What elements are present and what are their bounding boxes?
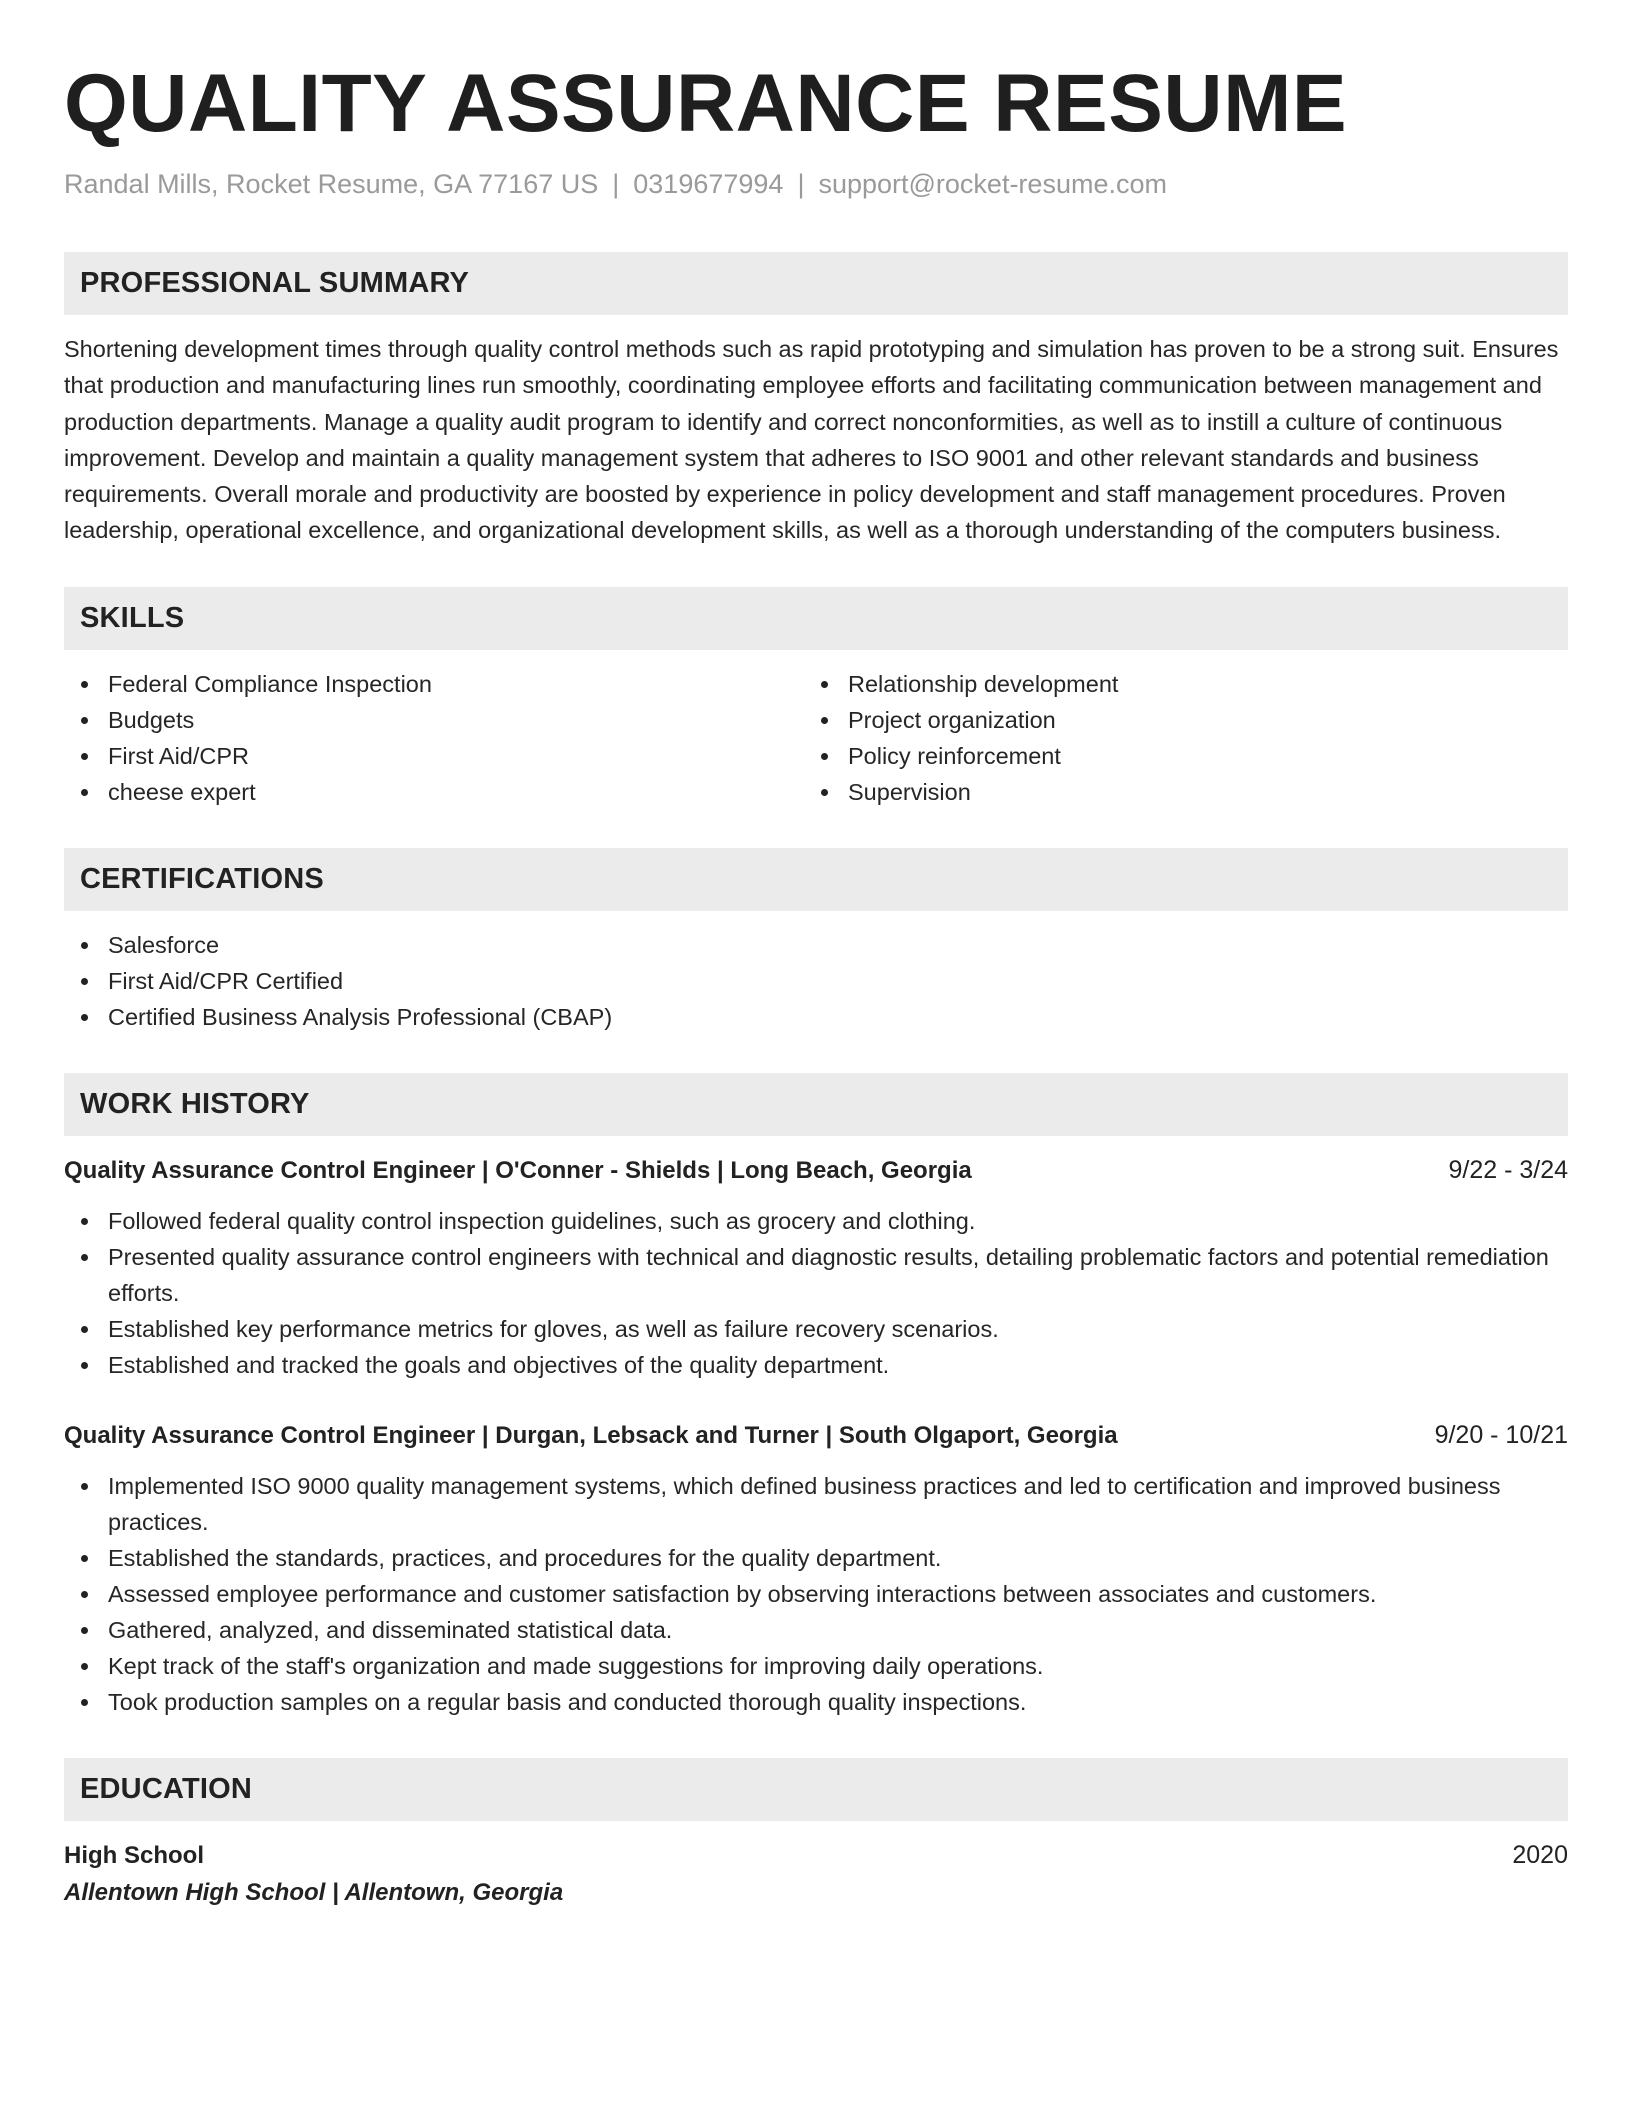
job-header: [64, 1417, 1568, 1454]
job-bullet: Followed federal quality control inspection guidelines, such as grocery and clothing.: [64, 1203, 1568, 1239]
skill-item: Federal Compliance Inspection: [64, 666, 804, 702]
job-bullet: Gathered, analyzed, and disseminated statistical data.: [64, 1612, 1568, 1648]
skill-item: Relationship development: [804, 666, 1544, 702]
skill-item: Policy reinforcement: [804, 738, 1544, 774]
job-dates: 9/22 - 3/24: [1448, 1155, 1568, 1184]
job-bullet: Established key performance metrics for gloves, as well as failure recovery scenarios.: [64, 1311, 1568, 1347]
skill-item: cheese expert: [64, 774, 804, 810]
job-bullet: Took production samples on a regular basis and conducted thorough quality inspections.: [64, 1684, 1568, 1720]
job-bullet: Established and tracked the goals and objectives of the quality department.: [64, 1347, 1568, 1383]
job-bullets: [64, 1468, 1568, 1720]
skill-item: Budgets: [64, 702, 804, 738]
certification-item: Salesforce: [64, 927, 1568, 963]
section-heading-summary: PROFESSIONAL SUMMARY: [64, 252, 1568, 315]
contact-separator: |: [612, 169, 620, 199]
job-bullets: [64, 1203, 1568, 1383]
contact-email[interactable]: support@rocket-resume.com: [818, 169, 1167, 199]
resume-title: QUALITY ASSURANCE RESUME: [64, 58, 1348, 149]
job-dates: 9/20 - 10/21: [1434, 1420, 1568, 1449]
education-degree: High School: [64, 1841, 204, 1869]
education-header: [64, 1837, 1568, 1874]
contact-line: [64, 166, 1568, 202]
contact-address: Randal Mills, Rocket Resume, GA 77167 US: [64, 169, 599, 199]
section-heading-work-history: WORK HISTORY: [64, 1073, 1568, 1136]
job-title: Quality Assurance Control Engineer | Durgan, Lebsack and Turner | South Olgaport, Georgia: [64, 1421, 1118, 1449]
summary-text: Shortening development times through quality control methods such as rapid prototyping and simulation has proven to be a strong suit. Ensures that production and manufacturing lines run smoothly, coordinating employee efforts and facilitating communication between management and production departments. Manage a quality audit program to identify and correct nonconformities, as well as to instill a culture of continuous improvement. Develop and maintain a quality management system that adheres to ISO 9001 and other relevant standards and business requirements. Overall morale and productivity are boosted by experience in policy development and staff management procedures. Proven leadership, operational excellence, and organizational development skills, as well as a thorough understanding of the computers business.: [64, 336, 1559, 544]
certifications-list: [64, 927, 1568, 1035]
certification-item: First Aid/CPR Certified: [64, 963, 1568, 999]
education-entry: [64, 1837, 1568, 1912]
job-bullet: Presented quality assurance control engineers with technical and diagnostic results, detailing problematic factors and potential remediation efforts.: [64, 1239, 1568, 1311]
skill-item: Project organization: [804, 702, 1544, 738]
skills-column-right: [804, 666, 1544, 810]
education-year: 2020: [1512, 1840, 1568, 1869]
job-bullet: Kept track of the staff's organization and made suggestions for improving daily operations.: [64, 1648, 1568, 1684]
skills-column-left: [64, 666, 804, 810]
job-bullet: Implemented ISO 9000 quality management systems, which defined business practices and led to certification and improved business practices.: [64, 1468, 1568, 1540]
section-heading-certifications: CERTIFICATIONS: [64, 848, 1568, 911]
job-entry: [64, 1417, 1568, 1720]
certification-item: Certified Business Analysis Professional (CBAP): [64, 999, 1568, 1035]
skills-list: [64, 650, 1568, 810]
job-header: [64, 1152, 1568, 1189]
contact-phone: 0319677994: [633, 169, 784, 199]
skill-item: First Aid/CPR: [64, 738, 804, 774]
job-entry: [64, 1152, 1568, 1383]
section-heading-skills: SKILLS: [64, 587, 1568, 650]
section-heading-education: EDUCATION: [64, 1758, 1568, 1821]
job-title: Quality Assurance Control Engineer | O'Conner - Shields | Long Beach, Georgia: [64, 1156, 972, 1184]
skill-item: Supervision: [804, 774, 1544, 810]
contact-separator: |: [797, 169, 805, 199]
education-school: Allentown High School | Allentown, Georgia: [64, 1878, 564, 1906]
job-bullet: Assessed employee performance and customer satisfaction by observing interactions between associates and customers.: [64, 1576, 1568, 1612]
job-bullet: Established the standards, practices, and procedures for the quality department.: [64, 1540, 1568, 1576]
